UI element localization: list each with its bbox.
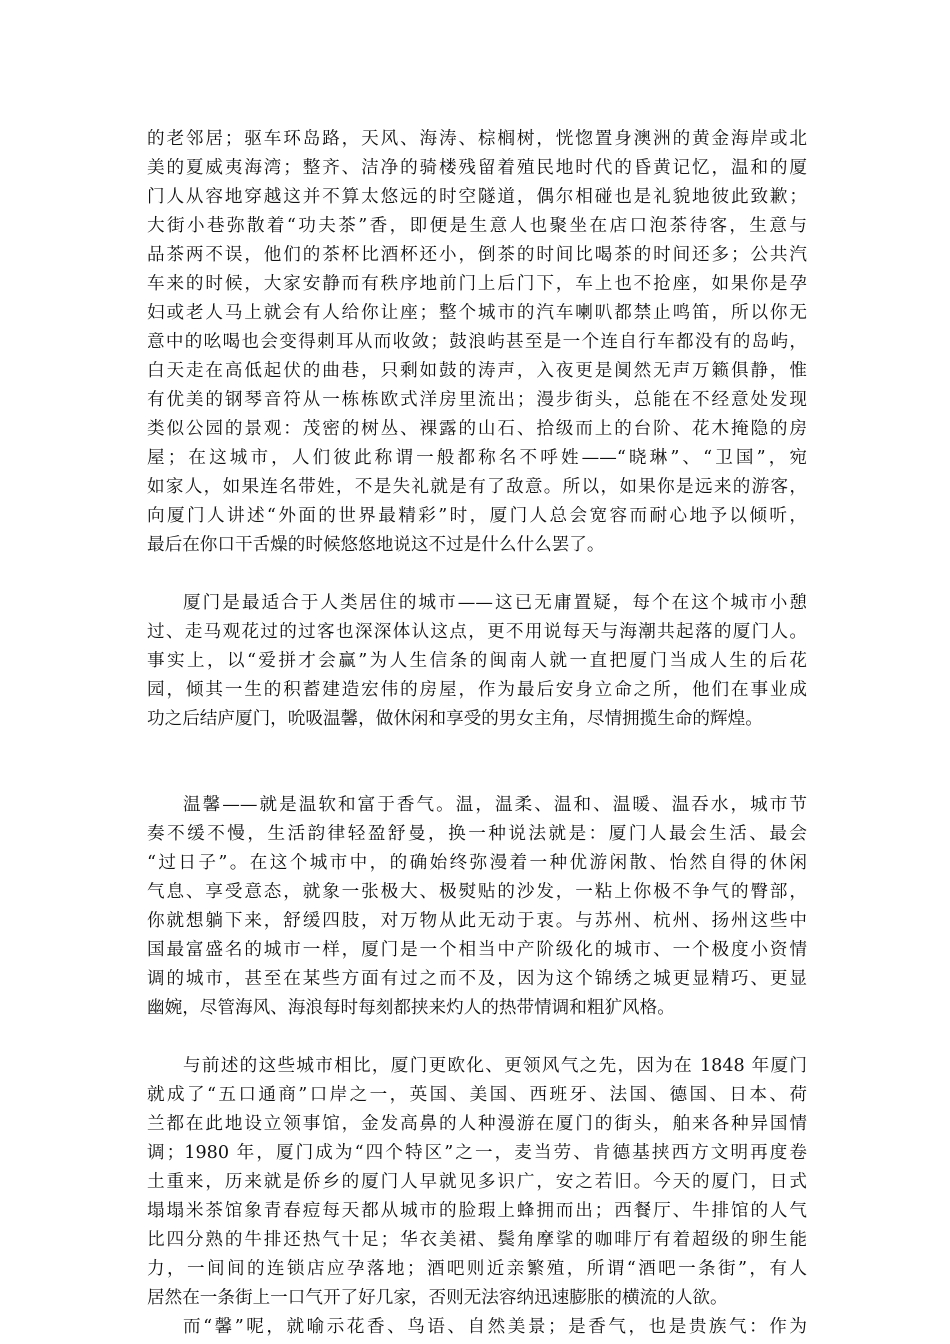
text-line: 最后在你口干舌燥的时候悠悠地说这不过是什么什么罢了。 — [147, 535, 605, 555]
text-line: 幽婉，尽管海风、海浪每时每刻都挟来灼人的热带情调和粗犷风格。 — [147, 998, 675, 1018]
text-line: 车来的时候，大家安静而有秩序地前门上后门下，车上也不抢座，如果你是孕 — [147, 274, 807, 294]
text-line: 力，一间间的连锁店应孕落地；酒吧则近亲繁殖，所谓“酒吧一条街”，有人 — [147, 1259, 807, 1279]
text-line: 就成了“五口通商”口岸之一，英国、美国、西班牙、法国、德国、日本、荷 — [147, 1085, 807, 1105]
text-line: 功之后结庐厦门，吮吸温馨，做休闲和享受的男女主角，尽情拥揽生命的辉煌。 — [147, 709, 763, 729]
text-line: 屋；在这城市，人们彼此称谓一般都称名不呼姓——“晓琳”、“卫国”，宛 — [147, 448, 807, 468]
text-line: 向厦门人讲述“外面的世界最精彩”时，厦门人总会宽容而耐心地予以倾听， — [147, 506, 807, 526]
text-line: 土重来，历来就是侨乡的厦门人早就见多识广，安之若旧。今天的厦门，日式 — [147, 1172, 807, 1192]
text-line: 美的夏威夷海湾；整齐、洁净的骑楼残留着殖民地时代的昏黄记忆，温和的厦 — [147, 158, 807, 178]
text-line: 品茶两不误，他们的茶杯比酒杯还小，倒茶的时间比喝茶的时间还多；公共汽 — [147, 245, 807, 265]
text-line: 大街小巷弥散着“功夫茶”香，即便是生意人也聚坐在店口泡茶待客，生意与 — [147, 216, 807, 236]
text-line: 你就想躺下来，舒缓四肢，对万物从此无动于衷。与苏州、杭州、扬州这些中 — [147, 911, 807, 931]
text-line: 妇或老人马上就会有人给你让座；整个城市的汽车喇叭都禁止鸣笛，所以你无 — [147, 303, 807, 323]
text-line: 过、走马观花过的过客也深深体认这点，更不用说每天与海潮共起落的厦门人。 — [147, 622, 807, 642]
text-line: 有优美的钢琴音符从一栋栋欧式洋房里流出；漫步街头，总能在不经意处发现 — [147, 390, 807, 410]
text-line: 奏不缓不慢，生活韵律轻盈舒曼，换一种说法就是：厦门人最会生活、最会 — [147, 824, 807, 844]
text-line: 兰都在此地设立领事馆，金发高鼻的人种漫游在厦门的街头，舶来各种异国情 — [147, 1114, 807, 1134]
text-line: 调；1980 年，厦门成为“四个特区”之一，麦当劳、肯德基挟西方文明再度卷 — [147, 1143, 807, 1163]
text-line: 塌塌米茶馆象青春痘每天都从城市的脸瑕上蜂拥而出；西餐厅、牛排馆的人气 — [147, 1201, 807, 1221]
text-line: 比四分熟的牛排还热气十足；华衣美裙、鬓角摩挲的咖啡厅有着超级的卵生能 — [147, 1230, 807, 1250]
text-line: 类似公园的景观：茂密的树丛、裸露的山石、拾级而上的台阶、花木掩隐的房 — [147, 419, 807, 439]
text-line: 厦门是最适合于人类居住的城市——这已无庸置疑，每个在这个城市小憩 — [183, 593, 807, 613]
text-line: 温馨——就是温软和富于香气。温，温柔、温和、温暖、温吞水，城市节 — [183, 795, 807, 815]
text-line: 的老邻居；驱车环岛路，天风、海涛、棕榈树，恍惚置身澳洲的黄金海岸或北 — [147, 129, 807, 149]
text-line: “过日子”。在这个城市中，的确始终弥漫着一种优游闲散、怡然自得的休闲 — [147, 853, 807, 873]
text-line: 意中的吆喝也会变得刺耳从而收敛；鼓浪屿甚至是一个连自行车都没有的岛屿， — [147, 332, 807, 352]
text-line: 调的城市，甚至在某些方面有过之而不及，因为这个锦绣之城更显精巧、更显 — [147, 969, 807, 989]
text-line: 白天走在高低起伏的曲巷，只剩如鼓的涛声，入夜更是阒然无声万籁俱静，惟 — [147, 361, 807, 381]
text-line: 园，倾其一生的积蓄建造宏伟的房屋，作为最后安身立命之所，他们在事业成 — [147, 680, 807, 700]
text-line: 事实上，以“爱拼才会赢”为人生信条的闽南人就一直把厦门当成人生的后花 — [147, 651, 807, 671]
text-line: 气息、享受意态，就象一张极大、极熨贴的沙发，一粘上你极不争气的臀部， — [147, 882, 807, 902]
text-line: 居然在一条街上一口气开了好几家，否则无法容纳迅速膨胀的横流的人欲。 — [147, 1288, 728, 1308]
text-line: 与前述的这些城市相比，厦门更欧化、更领风气之先，因为在 1848 年厦门 — [183, 1056, 807, 1076]
text-line: 门人从容地穿越这并不算太悠远的时空隧道，偶尔相碰也是礼貌地彼此致歉； — [147, 187, 807, 207]
text-line: 如家人，如果连名带姓，不是失礼就是有了敌意。所以，如果你是远来的游客， — [147, 477, 807, 497]
text-line: 而“馨”呢，就喻示花香、鸟语、自然美景；是香气，也是贵族气：作为 — [183, 1317, 807, 1337]
text-line: 国最富盛名的城市一样，厦门是一个相当中产阶级化的城市、一个极度小资情 — [147, 940, 807, 960]
